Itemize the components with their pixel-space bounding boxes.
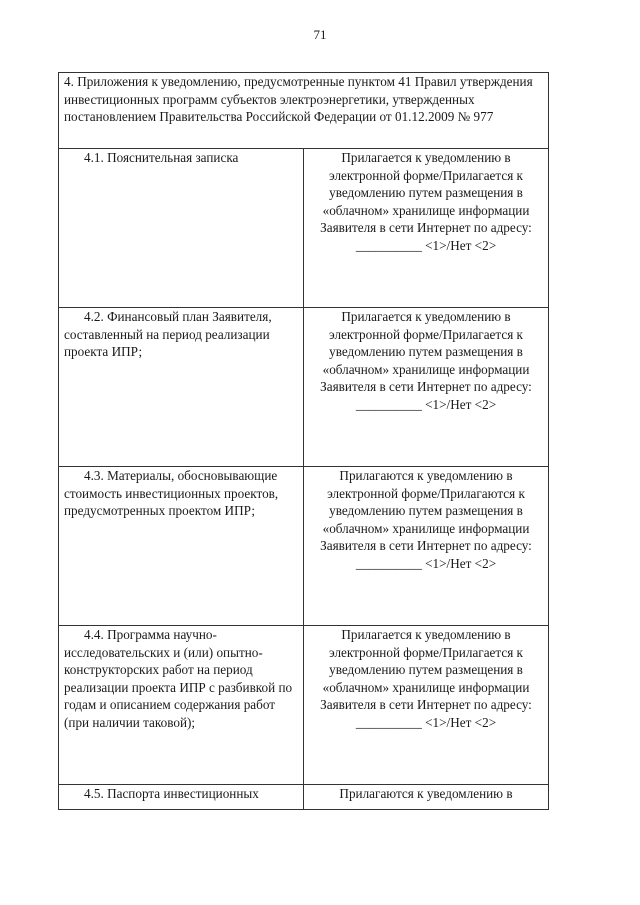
table-row [59, 785, 549, 810]
item-label: 4.3. Материалы, обосновывающие стоимость инвестиционных проектов, предусмотренных проектом ИПР; [59, 467, 304, 626]
page-number: 71 [313, 27, 327, 42]
table-row [59, 308, 549, 467]
section-header-row [59, 73, 549, 149]
table-row [59, 626, 549, 785]
item-label: 4.4. Программа научно-исследовательских и (или) опытно-конструкторских работ на период реализации проекта ИПР с разбивкой по годам и описанием содержания работ (при наличии таковой); [59, 626, 304, 785]
table-row [59, 467, 549, 626]
item-label: 4.1. Пояснительная записка [59, 149, 304, 308]
table-row [59, 149, 549, 308]
item-status: Прилагаются к уведомлению в электронной форме/Прилагаются к уведомлению путем размещения в «облачном» хранилище информации Заявителя в сети Интернет по адресу: __________ <1>/Нет <2> [304, 467, 549, 626]
item-status: Прилагается к уведомлению в электронной форме/Прилагается к уведомлению путем размещения в «облачном» хранилище информации Заявителя в сети Интернет по адресу: __________ <1>/Нет <2> [304, 308, 549, 467]
item-label: 4.2. Финансовый план Заявителя, составленный на период реализации проекта ИПР; [59, 308, 304, 467]
item-status: Прилагаются к уведомлению в [304, 785, 549, 810]
item-label: 4.5. Паспорта инвестиционных [59, 785, 304, 810]
section-heading: 4. Приложения к уведомлению, предусмотренные пунктом 41 Правил утверждения инвестиционных программ субъектов электроэнергетики, утвержденных постановлением Правительства Российской Федерации от 01.12.2009 № 977 [59, 73, 549, 149]
item-status: Прилагается к уведомлению в электронной форме/Прилагается к уведомлению путем размещения в «облачном» хранилище информации Заявителя в сети Интернет по адресу: __________ <1>/Нет <2> [304, 149, 549, 308]
item-status: Прилагается к уведомлению в электронной форме/Прилагается к уведомлению путем размещения в «облачном» хранилище информации Заявителя в сети Интернет по адресу: __________ <1>/Нет <2> [304, 626, 549, 785]
attachments-table [58, 72, 549, 810]
